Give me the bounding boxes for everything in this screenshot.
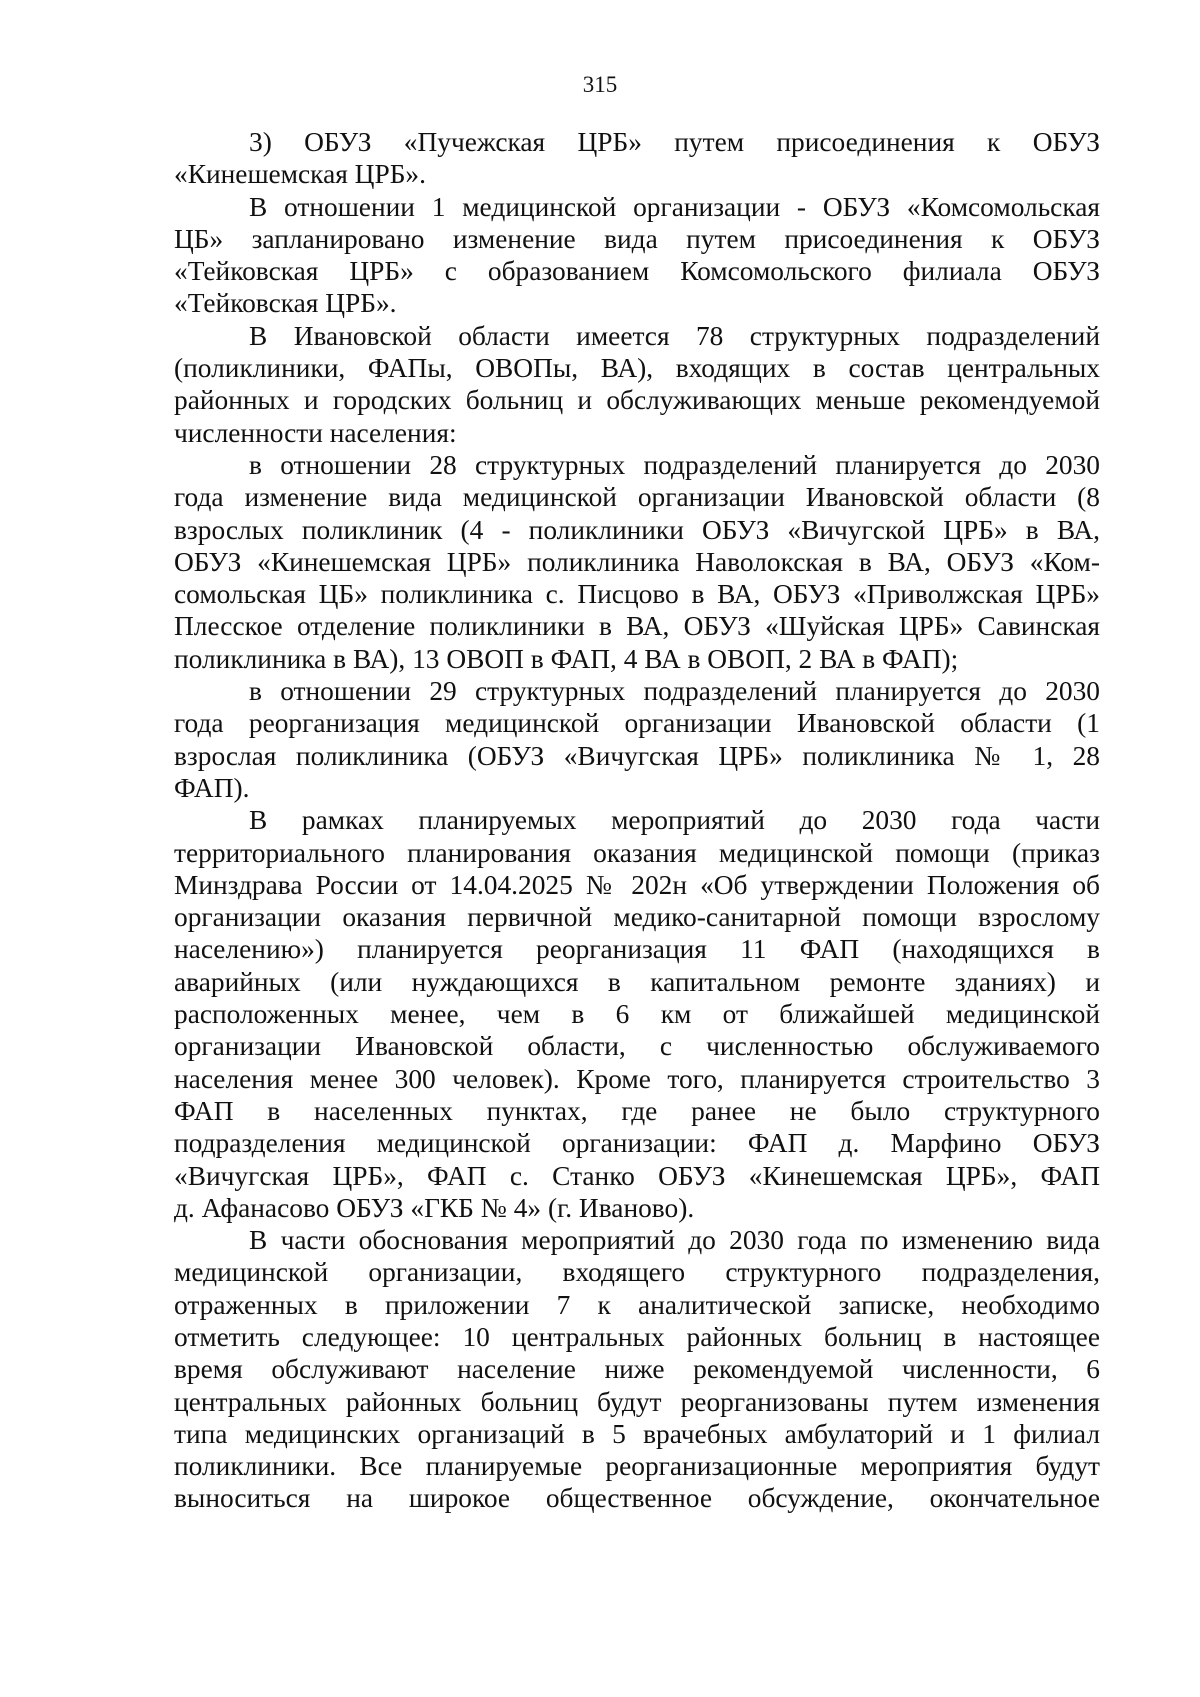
text-line: территориального планирования оказания медицинской помощи (приказ	[174, 837, 1100, 868]
text-line: «Кинешемская ЦРБ».	[174, 159, 426, 190]
text-line: подразделения медицинской организации: ФАП д. Марфино ОБУЗ	[174, 1128, 1100, 1159]
text-line: организации оказания первичной медико-санитарной помощи взрослому	[174, 902, 1100, 933]
text-line: в отношении 28 структурных подразделений планируется до 2030	[249, 449, 1100, 480]
text-line: отраженных в приложении 7 к аналитической записке, необходимо	[174, 1289, 1100, 1320]
paragraph	[174, 804, 1100, 1224]
text-line: населения менее 300 человек). Кроме того, планируется строительство 3	[174, 1063, 1100, 1094]
text-line: «Вичугская ЦРБ», ФАП с. Станко ОБУЗ «Кинешемская ЦРБ», ФАП	[174, 1160, 1100, 1191]
text-line: районных и городских больниц и обслуживающих меньше рекомендуемой	[174, 385, 1100, 416]
paragraph	[174, 449, 1100, 675]
text-line: (поликлиники, ФАПы, ОВОПы, ВА), входящих в состав центральных	[174, 353, 1100, 384]
text-line: В части обоснования мероприятий до 2030 года по изменению вида	[249, 1225, 1100, 1256]
text-line: ФАП в населенных пунктах, где ранее не было структурного	[174, 1095, 1100, 1126]
text-line: года изменение вида медицинской организации Ивановской области (8	[174, 482, 1100, 513]
text-line: года реорганизация медицинской организации Ивановской области (1	[174, 708, 1100, 739]
text-line: Плесское отделение поликлиники в ВА, ОБУЗ «Шуйская ЦРБ» Савинская	[174, 611, 1100, 642]
document-body	[174, 126, 1100, 1515]
text-line: аварийных (или нуждающихся в капитальном ремонте зданиях) и	[174, 966, 1100, 997]
text-line: ЦБ» запланировано изменение вида путем присоединения к ОБУЗ	[174, 223, 1100, 254]
text-line: «Тейковская ЦРБ» с образованием Комсомольского филиала ОБУЗ	[174, 256, 1100, 287]
text-line: В Ивановской области имеется 78 структурных подразделений	[249, 320, 1100, 351]
paragraph	[174, 191, 1100, 320]
text-line: сомольская ЦБ» поликлиника с. Писцово в ВА, ОБУЗ «Приволжская ЦРБ»	[174, 579, 1100, 610]
text-line: взрослая поликлиника (ОБУЗ «Вичугская ЦРБ» поликлиника № 1, 28	[174, 740, 1100, 771]
text-line: типа медицинских организаций в 5 врачебных амбулаторий и 1 филиал	[174, 1418, 1100, 1449]
text-line: расположенных менее, чем в 6 км от ближайшей медицинской	[174, 999, 1100, 1030]
text-line: 3) ОБУЗ «Пучежская ЦРБ» путем присоединения к ОБУЗ	[249, 127, 1100, 157]
paragraph	[174, 126, 1100, 191]
text-line: В отношении 1 медицинской организации - ОБУЗ «Комсомольская	[249, 191, 1100, 222]
text-line: центральных районных больниц будут реорганизованы путем изменения	[174, 1386, 1100, 1417]
paragraph	[174, 675, 1100, 804]
page-number: 315	[582, 72, 618, 97]
text-line: взрослых поликлиник (4 - поликлиники ОБУЗ «Вичугской ЦРБ» в ВА,	[174, 514, 1100, 545]
text-line: поликлиника в ВА), 13 ОВОП в ФАП, 4 ВА в ОВОП, 2 ВА в ФАП);	[174, 643, 959, 674]
text-line: ОБУЗ «Кинешемская ЦРБ» поликлиника Наволокская в ВА, ОБУЗ «Ком-	[174, 546, 1100, 577]
text-line: поликлиники. Все планируемые реорганизационные мероприятия будут	[174, 1451, 1100, 1482]
text-line: д. Афанасово ОБУЗ «ГКБ № 4» (г. Иваново).	[174, 1192, 695, 1223]
text-line: в отношении 29 структурных подразделений планируется до 2030	[249, 676, 1100, 707]
text-line: организации Ивановской области, с численностью обслуживаемого	[174, 1031, 1100, 1062]
text-line: отметить следующее: 10 центральных районных больниц в настоящее	[174, 1321, 1100, 1352]
text-line: Минздрава России от 14.04.2025 № 202н «Об утверждении Положения об	[174, 869, 1100, 900]
paragraph	[174, 1224, 1100, 1515]
text-line: «Тейковская ЦРБ».	[174, 288, 397, 319]
text-line: В рамках планируемых мероприятий до 2030 года части	[249, 805, 1100, 836]
text-line: медицинской организации, входящего структурного подразделения,	[174, 1257, 1100, 1288]
paragraph	[174, 320, 1100, 449]
text-line: ФАП).	[174, 772, 250, 803]
text-line: численности населения:	[174, 417, 457, 448]
text-line: время обслуживают население ниже рекомендуемой численности, 6	[174, 1354, 1100, 1385]
text-line: населению») планируется реорганизация 11 ФАП (находящихся в	[174, 934, 1100, 965]
text-line: выноситься на широкое общественное обсуждение, окончательное	[174, 1483, 1100, 1514]
